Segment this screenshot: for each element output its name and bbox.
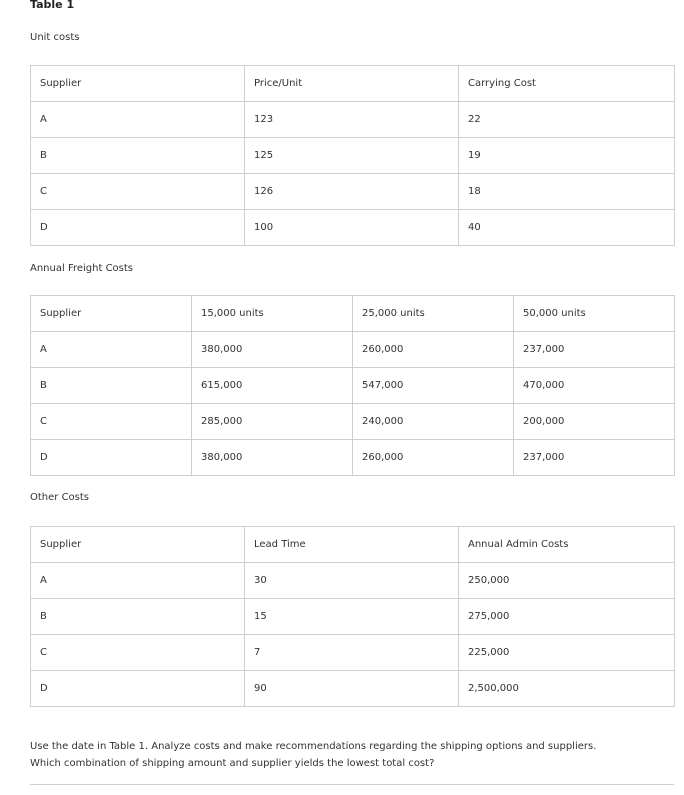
table-cell: 237,000 xyxy=(514,440,675,476)
table-row xyxy=(31,210,675,246)
table-cell: 40 xyxy=(459,210,675,246)
table-cell: B xyxy=(31,599,245,635)
table-cell: 90 xyxy=(245,671,459,707)
table-row xyxy=(31,404,675,440)
table-cell: 547,000 xyxy=(353,368,514,404)
table-row xyxy=(31,368,675,404)
freight-costs-caption: Annual Freight Costs xyxy=(30,263,134,274)
unit-costs-table xyxy=(30,65,675,246)
table-cell: 19 xyxy=(459,138,675,174)
table-row xyxy=(31,563,675,599)
table-cell: D xyxy=(31,671,245,707)
table-header-row xyxy=(31,527,675,563)
table-cell: 260,000 xyxy=(353,332,514,368)
question-text: Use the date in Table 1. Analyze costs and make recommendations regarding the shipping options and suppliers. Which combination of shipping amount and supplier yields the lowest total cost? xyxy=(30,741,597,769)
table-cell: 15 xyxy=(245,599,459,635)
freight-costs-table xyxy=(30,295,675,476)
table-cell: D xyxy=(31,440,192,476)
table-cell: 123 xyxy=(245,102,459,138)
header-cell: 50,000 units xyxy=(514,296,675,332)
table-title: Table 1 xyxy=(30,0,75,11)
table-cell: 125 xyxy=(245,138,459,174)
table-row xyxy=(31,440,675,476)
table-row xyxy=(31,138,675,174)
table-header-row xyxy=(31,296,675,332)
table-cell: 126 xyxy=(245,174,459,210)
table-cell: 240,000 xyxy=(353,404,514,440)
table-row xyxy=(31,102,675,138)
table-row xyxy=(31,635,675,671)
other-costs-table xyxy=(30,526,675,707)
table-cell: A xyxy=(31,332,192,368)
header-cell: Supplier xyxy=(31,527,245,563)
table-cell: 615,000 xyxy=(192,368,353,404)
header-cell: Price/Unit xyxy=(245,66,459,102)
header-cell: 25,000 units xyxy=(353,296,514,332)
header-cell: Supplier xyxy=(31,66,245,102)
table-row xyxy=(31,599,675,635)
table-cell: 225,000 xyxy=(459,635,675,671)
table-cell: 380,000 xyxy=(192,332,353,368)
table-cell: 275,000 xyxy=(459,599,675,635)
table-cell: 380,000 xyxy=(192,440,353,476)
table-cell: 18 xyxy=(459,174,675,210)
table-cell: C xyxy=(31,174,245,210)
table-cell: 22 xyxy=(459,102,675,138)
table-cell: 200,000 xyxy=(514,404,675,440)
header-cell: Supplier xyxy=(31,296,192,332)
table-cell: 470,000 xyxy=(514,368,675,404)
table-cell: 7 xyxy=(245,635,459,671)
table-row xyxy=(31,332,675,368)
table-cell: 285,000 xyxy=(192,404,353,440)
table-cell: 2,500,000 xyxy=(459,671,675,707)
table-cell: A xyxy=(31,102,245,138)
table-cell: C xyxy=(31,635,245,671)
table-cell: D xyxy=(31,210,245,246)
table-row xyxy=(31,671,675,707)
table-cell: C xyxy=(31,404,192,440)
table-cell: 250,000 xyxy=(459,563,675,599)
header-cell: Lead Time xyxy=(245,527,459,563)
answer-box[interactable] xyxy=(30,784,674,795)
table-cell: 260,000 xyxy=(353,440,514,476)
table-header-row xyxy=(31,66,675,102)
header-cell: Carrying Cost xyxy=(459,66,675,102)
header-cell: 15,000 units xyxy=(192,296,353,332)
table-cell: 100 xyxy=(245,210,459,246)
table-row xyxy=(31,174,675,210)
table-cell: B xyxy=(31,138,245,174)
header-cell: Annual Admin Costs xyxy=(459,527,675,563)
table-cell: B xyxy=(31,368,192,404)
unit-costs-caption: Unit costs xyxy=(30,32,80,43)
table-cell: 237,000 xyxy=(514,332,675,368)
table-cell: A xyxy=(31,563,245,599)
other-costs-caption: Other Costs xyxy=(30,492,90,503)
table-cell: 30 xyxy=(245,563,459,599)
